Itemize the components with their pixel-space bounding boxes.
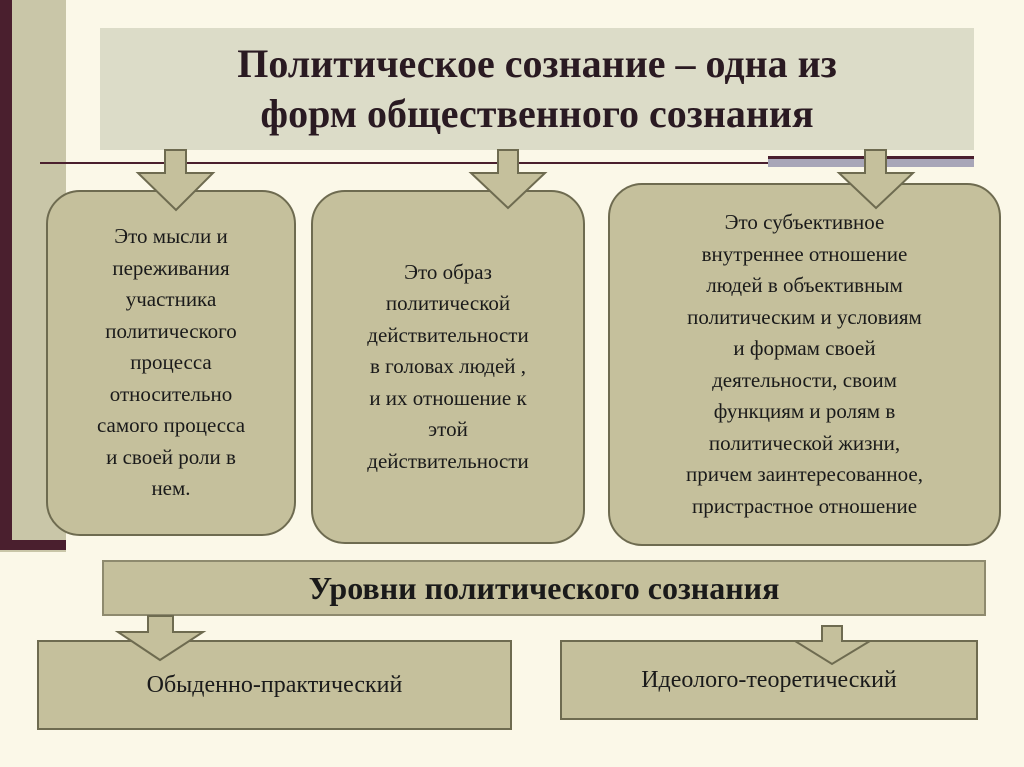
definition-card-1-text: Это мысли и переживания участника политического процесса относительно самого процесса и своей роли в нем. (96, 224, 246, 501)
level-practical-label: Обыденно-практический (146, 671, 403, 698)
down-arrow-2-icon (471, 150, 545, 208)
levels-header-text: Уровни политического сознания (308, 569, 780, 606)
down-arrow-4-icon (118, 616, 203, 660)
down-arrow-5-icon (795, 626, 870, 664)
down-arrow-1-icon (138, 150, 213, 210)
definition-card-3-text: Это субъективное внутреннее отношение людей в объективным политическим и условиям и формам своей деятельности, своим функциям и ролям в политической жизни, причем заинтересованное, пристрастное отношение (686, 210, 923, 518)
down-arrow-3-icon (839, 150, 913, 208)
page-title: Политическое сознание – одна из форм общественного сознания (237, 41, 837, 136)
definition-card-2-text: Это образ политической действительности в головах людей , и их отношение к этой действительности (367, 259, 529, 473)
level-theoretical-label: Идеолого-теоретический (641, 666, 897, 693)
